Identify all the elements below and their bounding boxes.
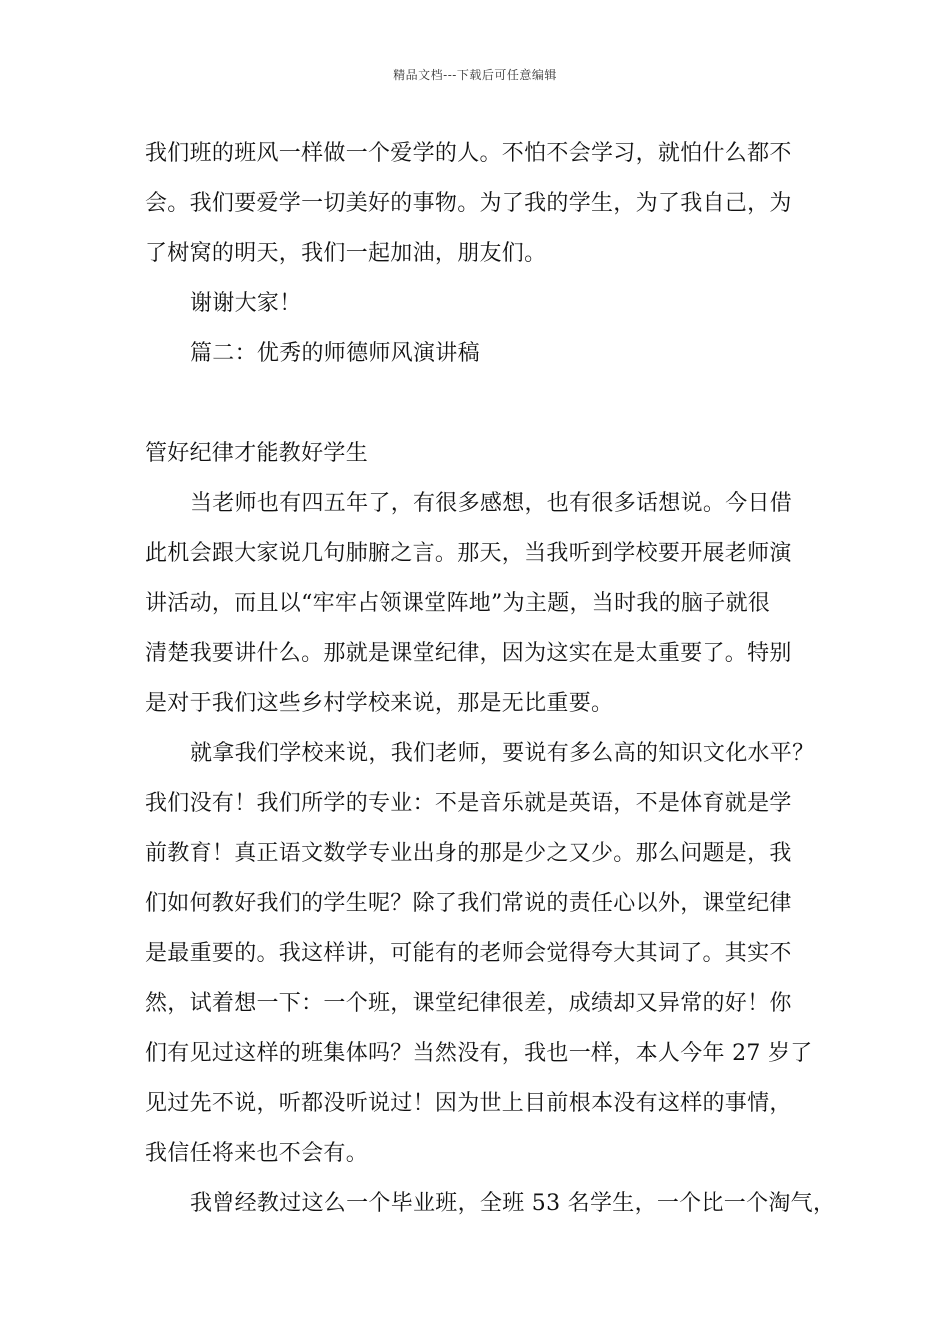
- text-line: 就拿我们学校来说，我们老师，要说有多么高的知识文化水平？: [190, 741, 815, 766]
- text-line: 会。我们要爱学一切美好的事物。为了我的学生，为了我自己，为: [145, 191, 792, 216]
- text-line: 我们没有！我们所学的专业：不是音乐就是英语，不是体育就是学: [145, 791, 792, 816]
- text-line: 了树窝的明天，我们一起加油，朋友们。: [145, 241, 547, 266]
- text-line: 清楚我要讲什么。那就是课堂纪律，因为这实在是太重要了。特别: [145, 641, 792, 666]
- text-line: 们如何教好我们的学生呢？除了我们常说的责任心以外，课堂纪律: [145, 891, 792, 916]
- text-line: 们有见过这样的班集体吗？当然没有，我也一样，本人今年 27 岁了: [145, 1041, 813, 1066]
- text-line: 讲活动，而且以“牢牢占领课堂阵地”为主题，当时我的脑子就很: [145, 591, 771, 616]
- text-line: 是对于我们这些乡村学校来说，那是无比重要。: [145, 691, 614, 716]
- text-line: 前教育！真正语文数学专业出身的那是少之又少。那么问题是，我: [145, 841, 792, 866]
- text-line: 谢谢大家！: [190, 291, 302, 316]
- text-line: 我们班的班风一样做一个爱学的人。不怕不会学习，就怕什么都不: [145, 141, 792, 166]
- section-title: 篇二：优秀的师德师风演讲稿: [190, 341, 480, 366]
- text-line: 见过先不说，听都没听说过！因为世上目前根本没有这样的事情，: [145, 1091, 792, 1116]
- page-header: 精品文档---下载后可任意编辑: [393, 68, 557, 82]
- speech-title: 管好纪律才能教好学生: [145, 441, 369, 466]
- text-line: 然，试着想一下：一个班，课堂纪律很差，成绩却又异常的好！你: [145, 991, 792, 1016]
- text-line: 当老师也有四五年了，有很多感想，也有很多话想说。今日借: [190, 491, 793, 516]
- text-line: 我曾经教过这么一个毕业班，全班 53 名学生，一个比一个淘气，: [190, 1191, 836, 1216]
- text-line: 此机会跟大家说几句肺腑之言。那天，当我听到学校要开展老师演: [145, 541, 792, 566]
- text-line: 是最重要的。我这样讲，可能有的老师会觉得夸大其词了。其实不: [145, 941, 792, 966]
- text-line: 我信任将来也不会有。: [145, 1141, 369, 1166]
